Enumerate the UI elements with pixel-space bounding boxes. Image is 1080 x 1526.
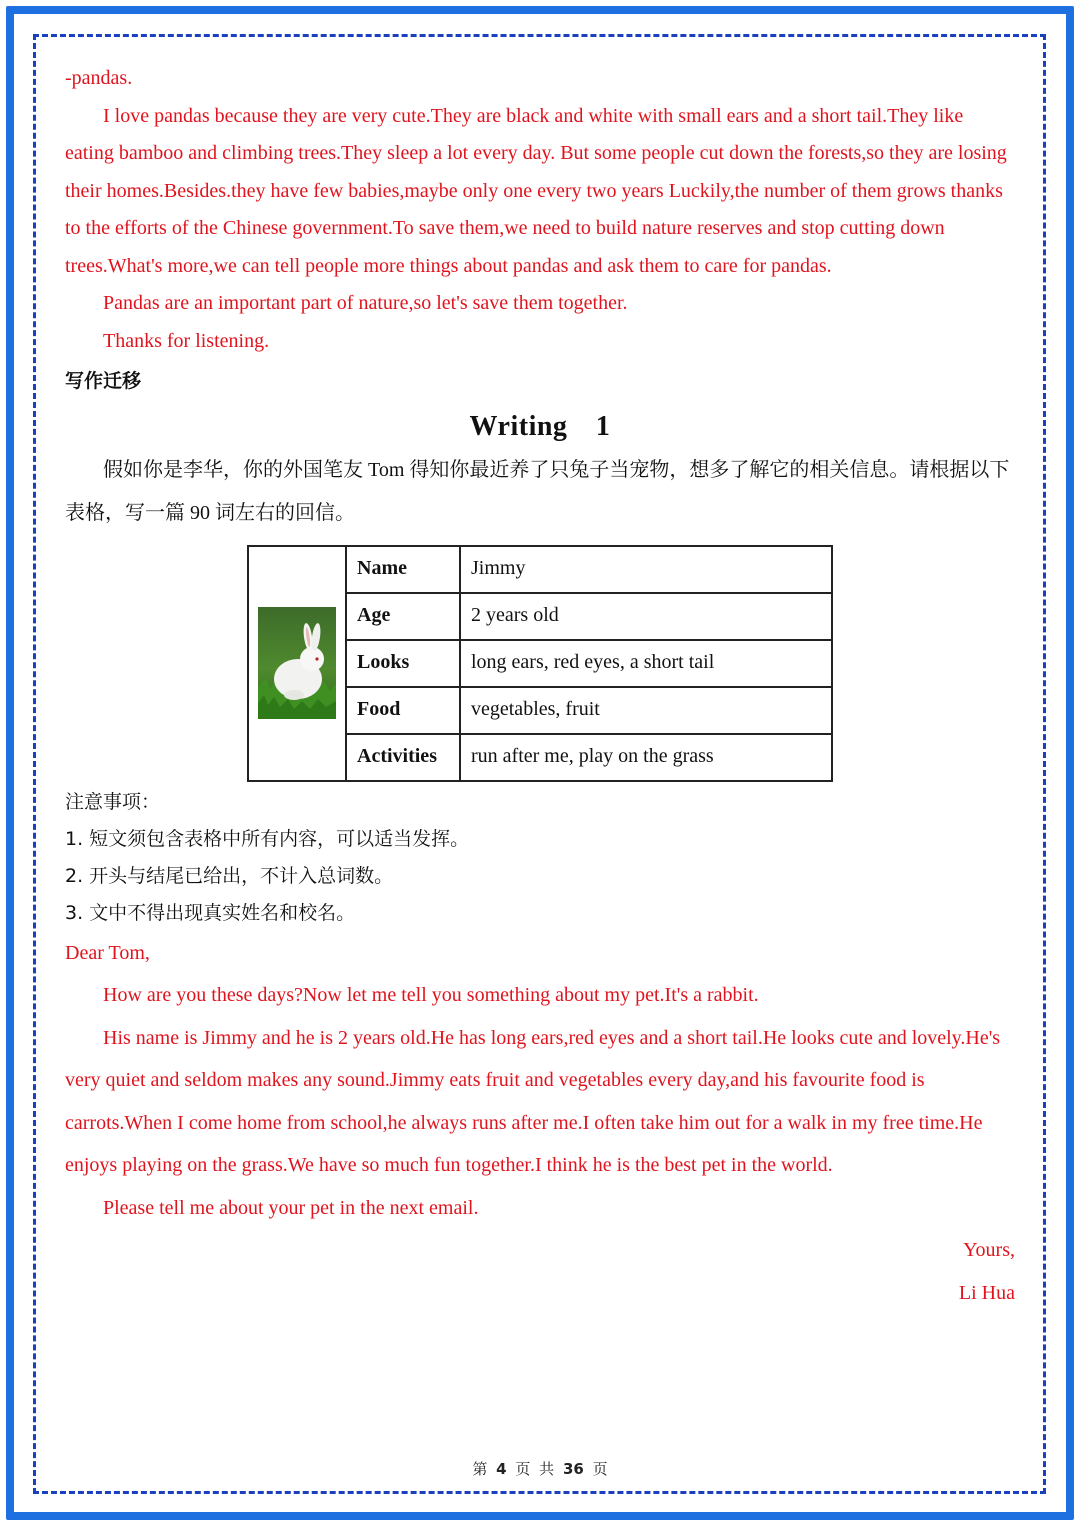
page-footer xyxy=(0,1458,1080,1479)
table-row xyxy=(248,546,832,593)
page-content xyxy=(65,60,1015,1315)
task-instructions: 假如你是李华，你的外国笔友 Tom 得知你最近养了只兔子当宠物，想多了解它的相关信息。请根据以下表格，写一篇 90 词左右的回信。 xyxy=(65,458,1010,524)
sample-letter xyxy=(65,932,1015,1316)
table-value-looks: long ears, red eyes, a short tail xyxy=(460,640,832,687)
footer-suffix: 页 xyxy=(592,1460,608,1478)
table-value-activities: run after me, play on the grass xyxy=(460,734,832,781)
essay-paragraph-1: I love pandas because they are very cute.They are black and white with small ears and a short tail.They like eating bamboo and climbing trees.They sleep a lot every day. But some people cut down the forests,so they are losing their homes.Besides.they have few babies,maybe only one every two years Luckily,the number of them grows thanks to the efforts of the Chinese government.To save them,we need to build nature reserves and stop cutting down trees.What's more,we can tell people more things about pandas and ask them to care for pandas. xyxy=(65,104,1007,277)
letter-closing: Yours, xyxy=(963,1239,1015,1261)
note-item-2: 2. 开头与结尾已给出，不计入总词数。 xyxy=(65,864,394,887)
note-item-1: 1. 短文须包含表格中所有内容，可以适当发挥。 xyxy=(65,827,470,850)
letter-paragraph-3: Please tell me about your pet in the next email. xyxy=(103,1196,479,1219)
footer-page-number: 4 xyxy=(496,1460,507,1478)
essay-paragraph-2: Pandas are an important part of nature,so let's save them together. xyxy=(103,292,628,314)
table-value-name: Jimmy xyxy=(460,546,832,593)
footer-total-pages: 36 xyxy=(562,1460,584,1478)
writing-title: Writing 1 xyxy=(469,410,611,442)
essay-line-end: -pandas. xyxy=(65,67,133,89)
footer-prefix: 第 xyxy=(472,1460,488,1478)
table-value-food: vegetables, fruit xyxy=(460,687,832,734)
footer-middle: 页 共 xyxy=(515,1460,555,1478)
letter-greeting: Dear Tom, xyxy=(65,941,150,964)
notes-heading: 注意事项： xyxy=(65,790,161,813)
essay-paragraph-3: Thanks for listening. xyxy=(103,329,270,352)
table-key-activities: Activities xyxy=(346,734,460,781)
section-heading: 写作迁移 xyxy=(65,370,142,392)
rabbit-image-cell xyxy=(248,546,346,781)
letter-paragraph-1: How are you these days?Now let me tell you something about my pet.It's a rabbit. xyxy=(103,984,759,1006)
note-item-3: 3. 文中不得出现真实姓名和校名。 xyxy=(65,901,356,924)
notes-section xyxy=(65,784,1015,932)
letter-signature: Li Hua xyxy=(958,1282,1015,1304)
table-key-name: Name xyxy=(346,546,460,593)
table-key-looks: Looks xyxy=(346,640,460,687)
table-key-food: Food xyxy=(346,687,460,734)
letter-paragraph-2: His name is Jimmy and he is 2 years old.He has long ears,red eyes and a short tail.He looks cute and lovely.He's very quiet and seldom makes any sound.Jimmy eats fruit and vegetables every day,and his favourite food is carrots.When I come home from school,he always runs after me.I often take him out for a walk in my free time.He enjoys playing on the grass.We have so much fun together.I think he is the best pet in the world. xyxy=(65,1026,1001,1176)
table-key-age: Age xyxy=(346,593,460,640)
white-rabbit-photo-icon xyxy=(258,607,336,719)
table-value-age: 2 years old xyxy=(460,593,832,640)
rabbit-info-table xyxy=(247,545,833,782)
